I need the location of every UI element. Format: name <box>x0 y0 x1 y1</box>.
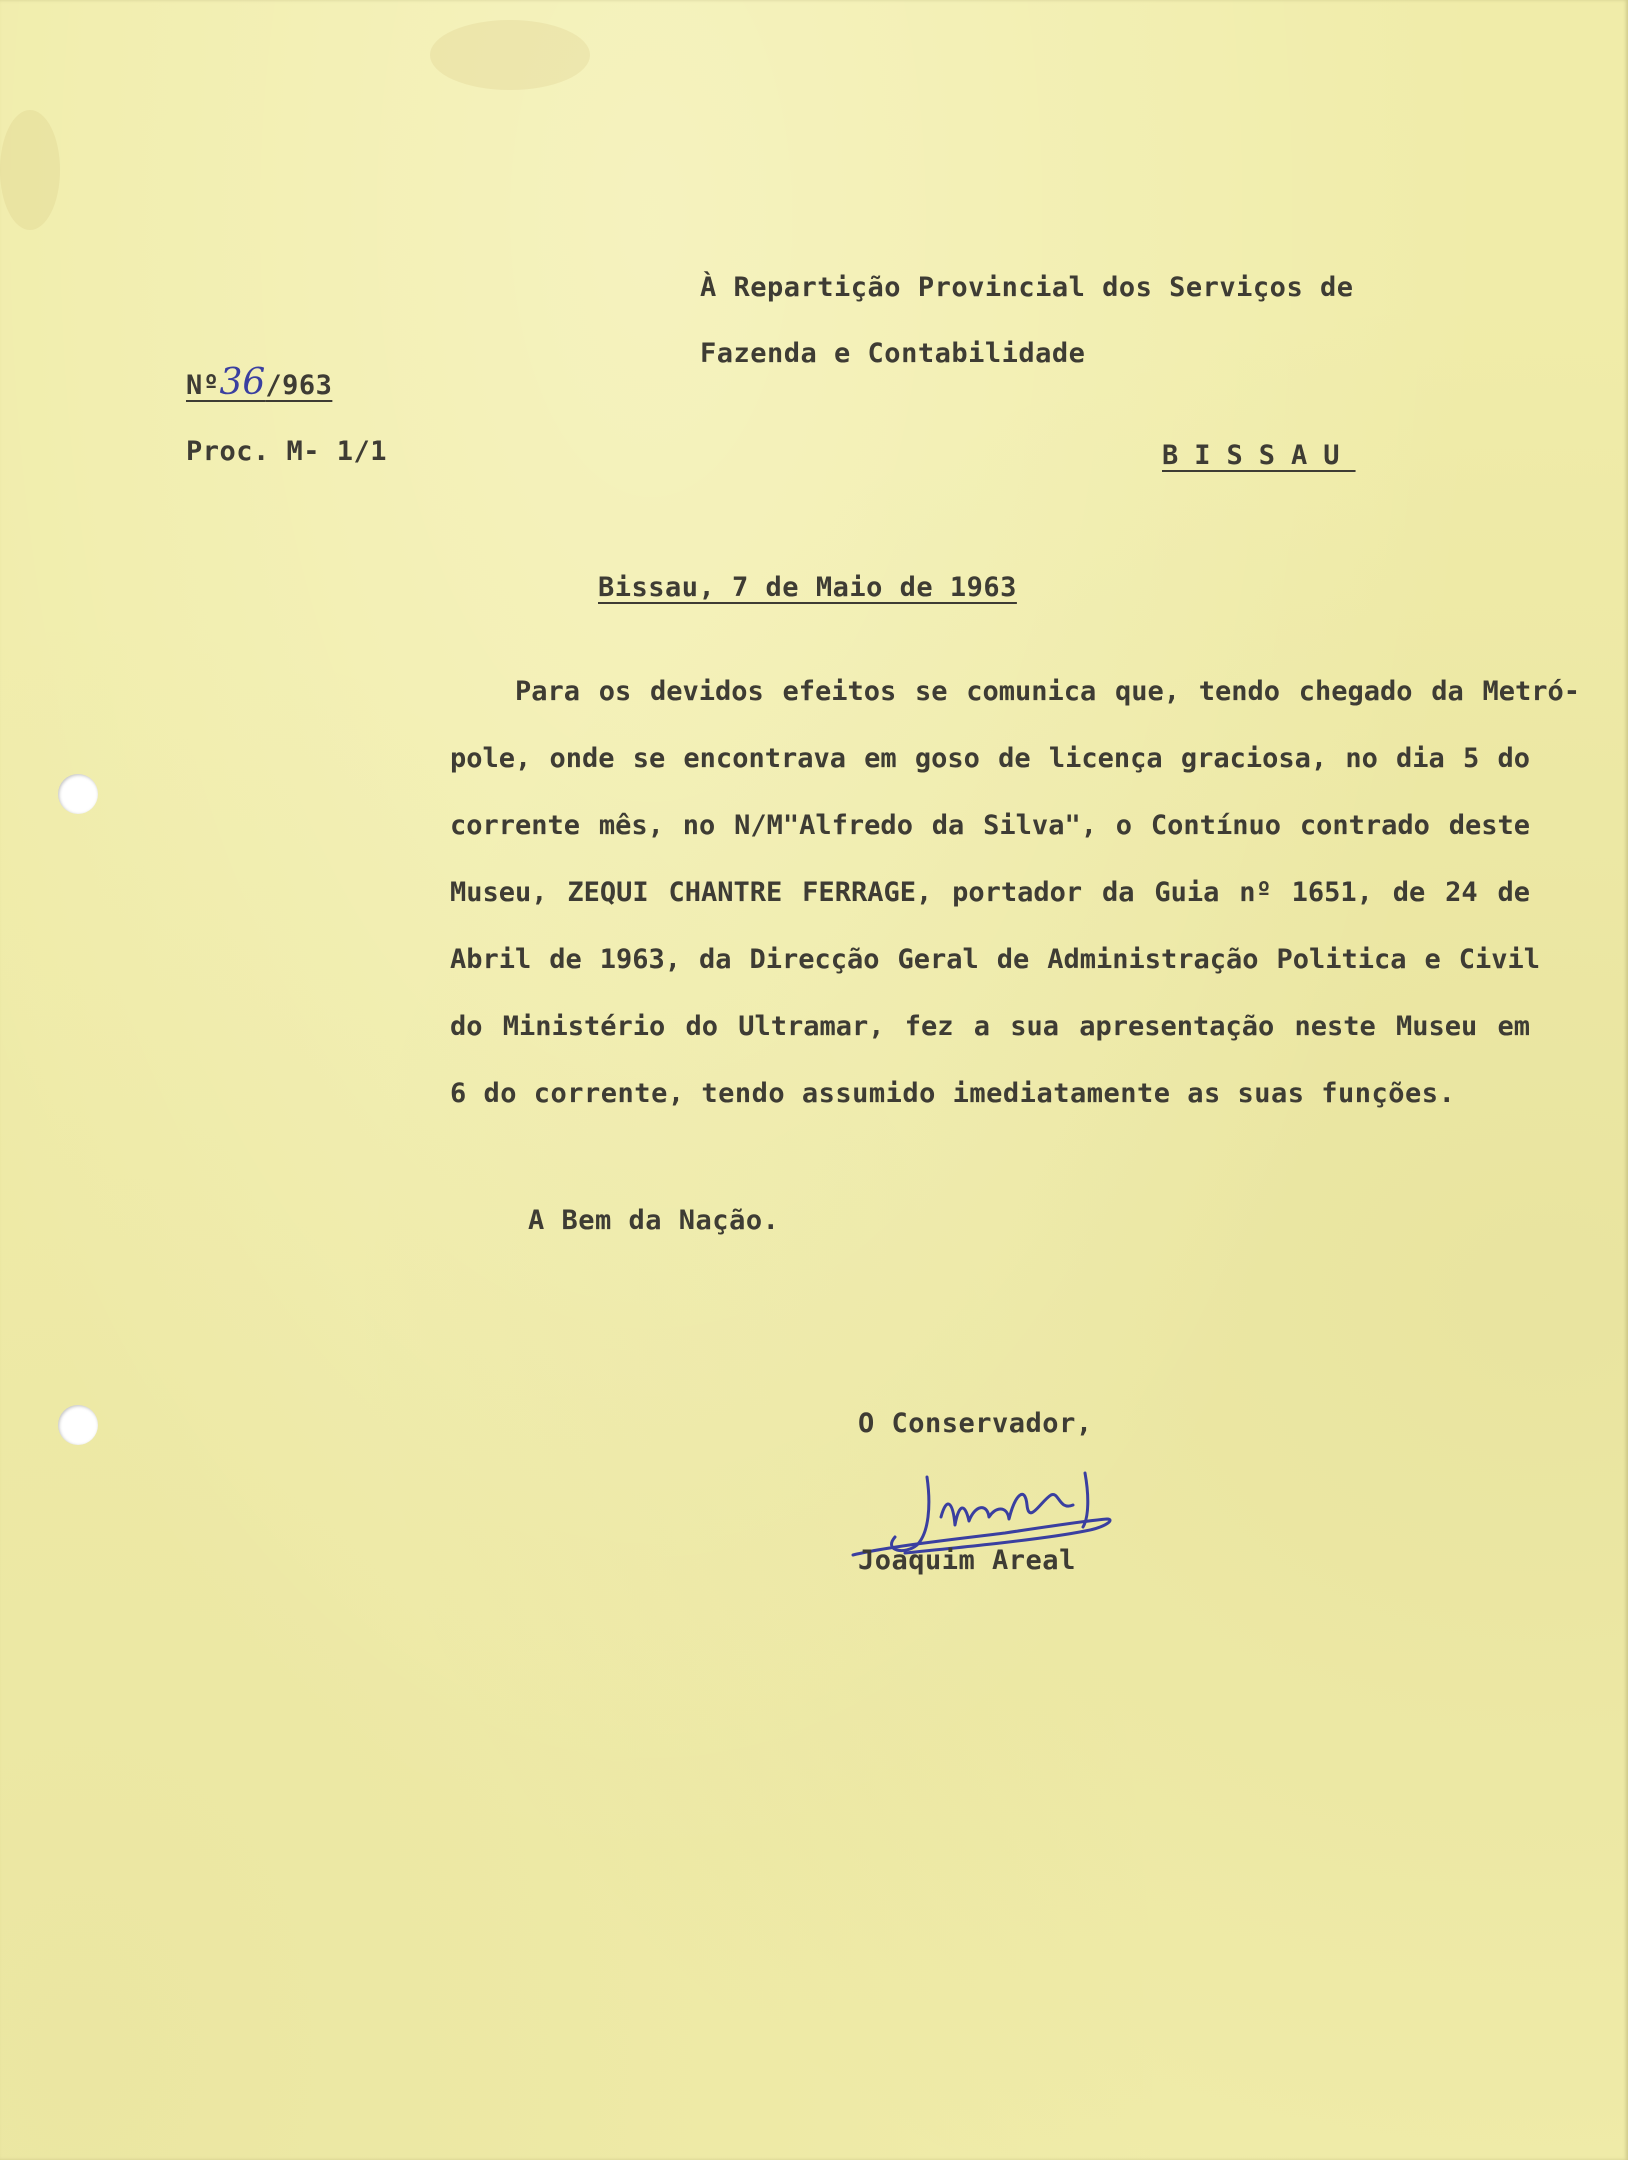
body-line: 6 do corrente, tendo assumido imediatamente as suas funções. <box>450 1078 1456 1109</box>
addressee-city: BISSAU <box>1162 440 1356 471</box>
body-line: Abril de 1963, da Direcção Geral de Administração Politica e Civil <box>450 944 1540 975</box>
reference-number-prefix: Nº <box>186 370 220 401</box>
paper-stain <box>430 20 590 90</box>
punch-hole-top <box>58 774 98 814</box>
body-line: do Ministério do Ultramar, fez a sua apresentação neste Museu em <box>450 1011 1530 1042</box>
signatory-name: Joaquim Areal <box>858 1545 1076 1576</box>
addressee-line-1: À Repartição Provincial dos Serviços de <box>700 272 1354 303</box>
body-line: pole, onde se encontrava em goso de licença graciosa, no dia 5 do <box>450 743 1530 774</box>
reference-number-suffix: /963 <box>265 370 333 401</box>
reference-number-handwritten: 36 <box>219 362 266 403</box>
paper-stain <box>0 110 60 230</box>
body-line: Museu, ZEQUI CHANTRE FERRAGE, portador da Guia nº 1651, de 24 de <box>450 877 1530 908</box>
closing-salutation: A Bem da Nação. <box>528 1205 780 1236</box>
date-line: Bissau, 7 de Maio de 1963 <box>598 572 1017 603</box>
punch-hole-bottom <box>58 1405 98 1445</box>
process-reference: Proc. M- 1/1 <box>186 436 388 467</box>
reference-number <box>186 362 332 403</box>
body-line: Para os devidos efeitos se comunica que, tendo chegado da Metró- <box>515 676 1580 707</box>
body-line: corrente mês, no N/M"Alfredo da Silva", o Contínuo contrado deste <box>450 810 1530 841</box>
signatory-title: O Conservador, <box>858 1408 1093 1439</box>
addressee-line-2: Fazenda e Contabilidade <box>700 338 1086 369</box>
